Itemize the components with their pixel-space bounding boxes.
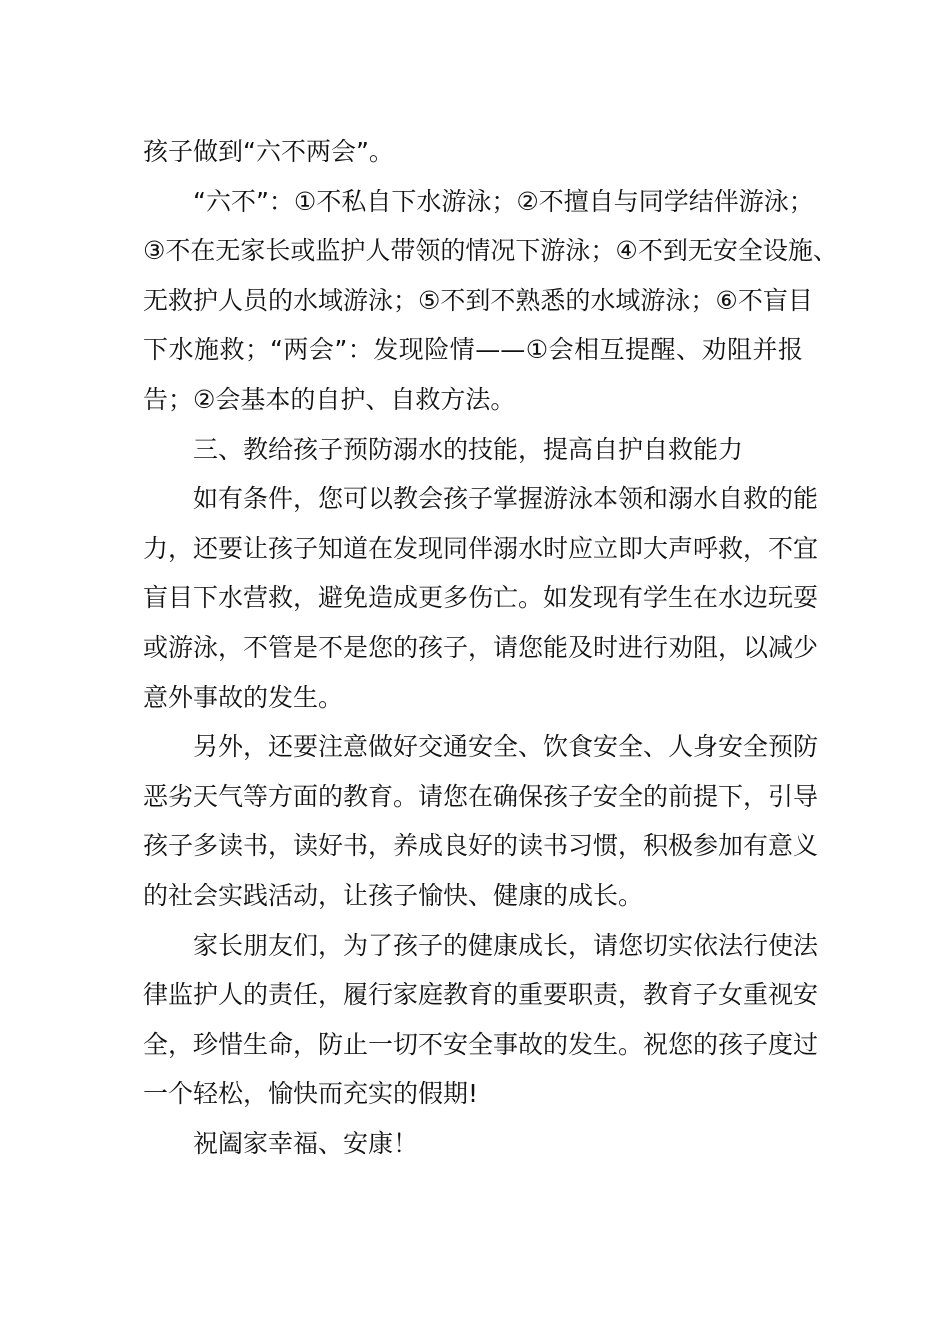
- text-line: 或游泳，不管是不是您的孩子，请您能及时进行劝阻，以减少: [143, 632, 819, 662]
- text-line: 三、教给孩子预防溺水的技能，提高自护自救能力: [193, 434, 744, 464]
- text-line: 一个轻松，愉快而充实的假期!: [143, 1079, 479, 1109]
- letter-body: [143, 127, 838, 1168]
- text-line: 力，还要让孩子知道在发现同伴溺水时应立即大声呼救，不宜: [143, 533, 819, 563]
- text-line: 意外事故的发生。: [143, 682, 344, 712]
- text-line: 盲目下水营救，避免造成更多伤亡。如发现有学生在水边玩耍: [143, 583, 819, 613]
- text-line: 告；②会基本的自护、自救方法。: [143, 384, 516, 414]
- text-line: 祝阖家幸福、安康！: [193, 1128, 419, 1158]
- text-line: 恶劣天气等方面的教育。请您在确保孩子安全的前提下，引导: [143, 781, 819, 811]
- text-line: ③不在无家长或监护人带领的情况下游泳；④不到无安全设施、: [143, 236, 838, 266]
- text-line: 家长朋友们，为了孩子的健康成长，请您切实依法行使法: [193, 930, 819, 960]
- text-line: 如有条件，您可以教会孩子掌握游泳本领和溺水自救的能: [193, 484, 819, 514]
- text-line: 无救护人员的水域游泳；⑤不到不熟悉的水域游泳；⑥不盲目: [143, 285, 813, 315]
- text-line: 下水施救；“两会”：发现险情——①会相互提醒、劝阻并报: [143, 335, 803, 365]
- text-line: 另外，还要注意做好交通安全、饮食安全、人身安全预防: [193, 732, 819, 762]
- text-line: 孩子做到“六不两会”。: [143, 137, 394, 166]
- text-line: “六不”：①不私自下水游泳；②不擅自与同学结伴游泳；: [193, 186, 814, 216]
- text-line: 的社会实践活动，让孩子愉快、健康的成长。: [143, 880, 644, 910]
- text-line: 孩子多读书，读好书，养成良好的读书习惯，积极参加有意义: [143, 831, 819, 861]
- text-line: 律监护人的责任，履行家庭教育的重要职责，教育子女重视安: [143, 980, 819, 1010]
- text-line: 全，珍惜生命，防止一切不安全事故的发生。祝您的孩子度过: [143, 1029, 819, 1059]
